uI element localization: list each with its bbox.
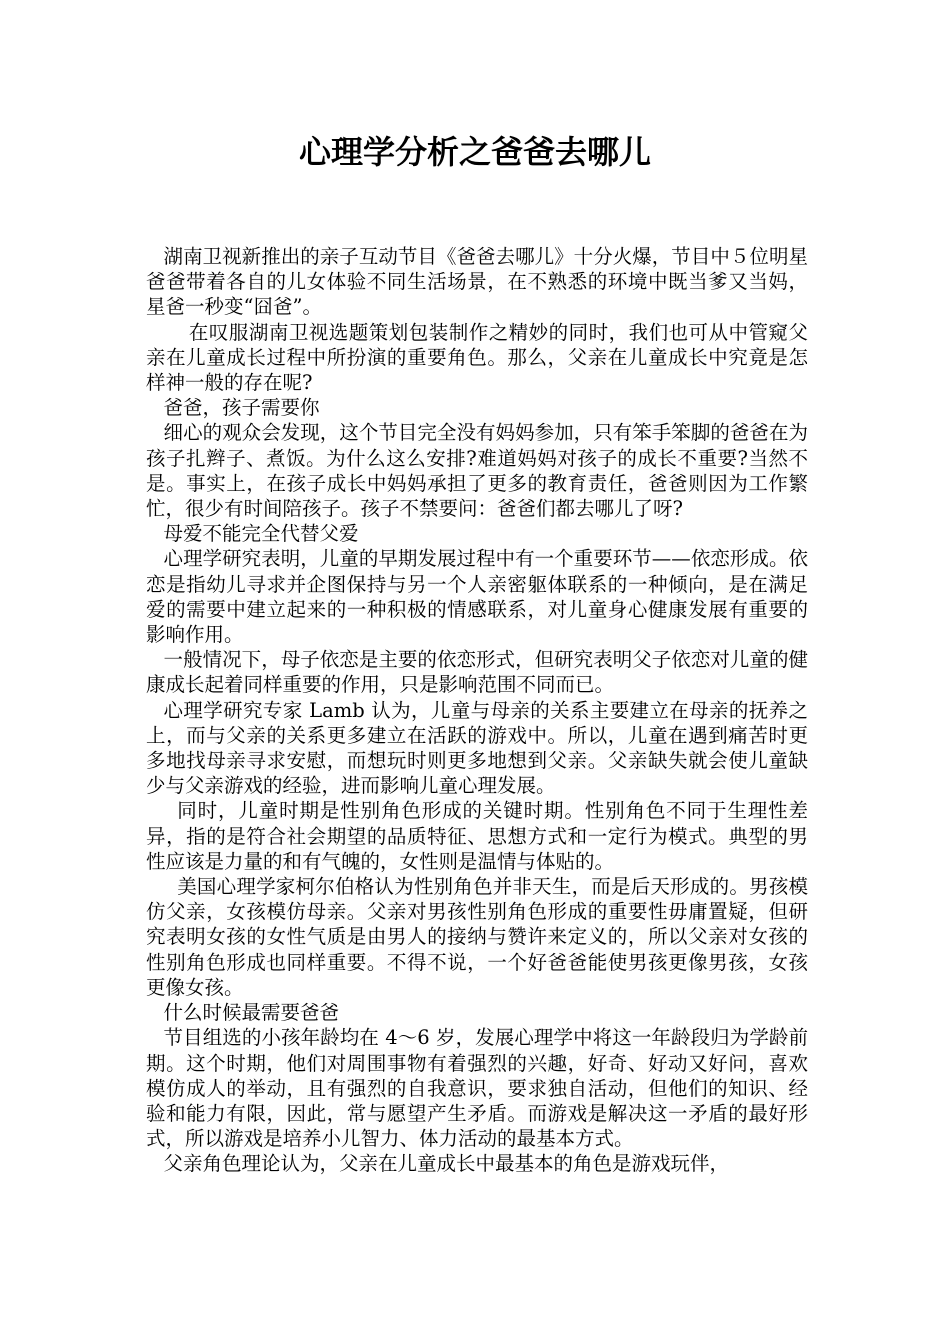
- paragraph-intro: 湖南卫视新推出的亲子互动节目《爸爸去哪儿》十分火爆，节目中５位明星爸爸带着各自的儿女体验不同生活场景，在不熟悉的环境中既当爹又当妈，星爸一秒变“囧爸”。: [146, 245, 808, 319]
- paragraph-preschool: 节目组选的小孩年龄均在 4～6 岁，发展心理学中将这一年龄段归为学龄前期。这个时期，他们对周围事物有着强烈的兴趣，好奇、好动又好问，喜欢模仿成人的举动，且有强烈的自我意识，要求独自活动，但他们的知识、经验和能力有限，因此，常与愿望产生矛盾。而游戏是解决这一矛盾的最好形式，所以游戏是培养小儿智力、体力活动的最基本方式。: [146, 1026, 808, 1151]
- paragraph-father-theory: 父亲角色理论认为，父亲在儿童成长中最基本的角色是游戏玩伴，: [163, 1152, 730, 1176]
- document-title: 心理学分析之爸爸去哪儿: [298, 133, 651, 171]
- section-heading-mother-love: 母爱不能完全代替父爱: [163, 522, 359, 546]
- section-heading-when-needed: 什么时候最需要爸爸: [163, 1001, 340, 1025]
- paragraph-lamb: 心理学研究专家 Lamb 认为，儿童与母亲的关系主要建立在母亲的抚养之上，而与父亲的关系更多建立在活跃的游戏中。所以，儿童在遇到痛苦时更多地找母亲寻求安慰，而想玩时则更多地想到父亲。父亲缺失就会使儿童缺少与父亲游戏的经验，进而影响儿童心理发展。: [146, 698, 808, 798]
- paragraph-attachment: 心理学研究表明，儿童的早期发展过程中有一个重要环节——依恋形成。依恋是指幼儿寻求并企图保持与另一个人亲密躯体联系的一种倾向，是在满足爱的需要中建立起来的一种积极的情感联系，对儿童身心健康发展有重要的影响作用。: [146, 547, 808, 647]
- paragraph-gender-role: 同时，儿童时期是性别角色形成的关键时期。性别角色不同于生理性差异，指的是符合社会期望的品质特征、思想方式和一定行为模式。典型的男性应该是力量的和有气魄的，女性则是温情与体贴的。: [146, 799, 808, 873]
- section-heading-dad-needed: 爸爸，孩子需要你: [163, 396, 320, 420]
- paragraph-father-attachment: 一般情况下，母子依恋是主要的依恋形式，但研究表明父子依恋对儿童的健康成长起着同样重要的作用，只是影响范围不同而已。: [146, 648, 808, 697]
- paragraph-role: 在叹服湖南卫视选题策划包装制作之精妙的同时，我们也可从中管窥父亲在儿童成长过程中所扮演的重要角色。那么，父亲在儿童成长中究竟是怎样神一般的存在呢?: [146, 320, 808, 395]
- document-body: [146, 244, 808, 1177]
- paragraph-kohlberg: 美国心理学家柯尔伯格认为性别角色并非天生，而是后天形成的。男孩模仿父亲，女孩模仿母亲。父亲对男孩性别角色形成的重要性毋庸置疑，但研究表明女孩的女性气质是由男人的接纳与赞许来定义的，所以父亲对女孩的性别角色形成也同样重要。不得不说，一个好爸爸能使男孩更像男孩，女孩更像女孩。: [146, 875, 808, 999]
- paragraph-observation: 细心的观众会发现，这个节目完全没有妈妈参加，只有笨手笨脚的爸爸在为孩子扎辫子、煮饭。为什么这么安排?难道妈妈对孩子的成长不重要?当然不是。事实上，在孩子成长中妈妈承担了更多的教育责任，爸爸则因为工作繁忙，很少有时间陪孩子。孩子不禁要问：爸爸们都去哪儿了呀?: [146, 421, 808, 521]
